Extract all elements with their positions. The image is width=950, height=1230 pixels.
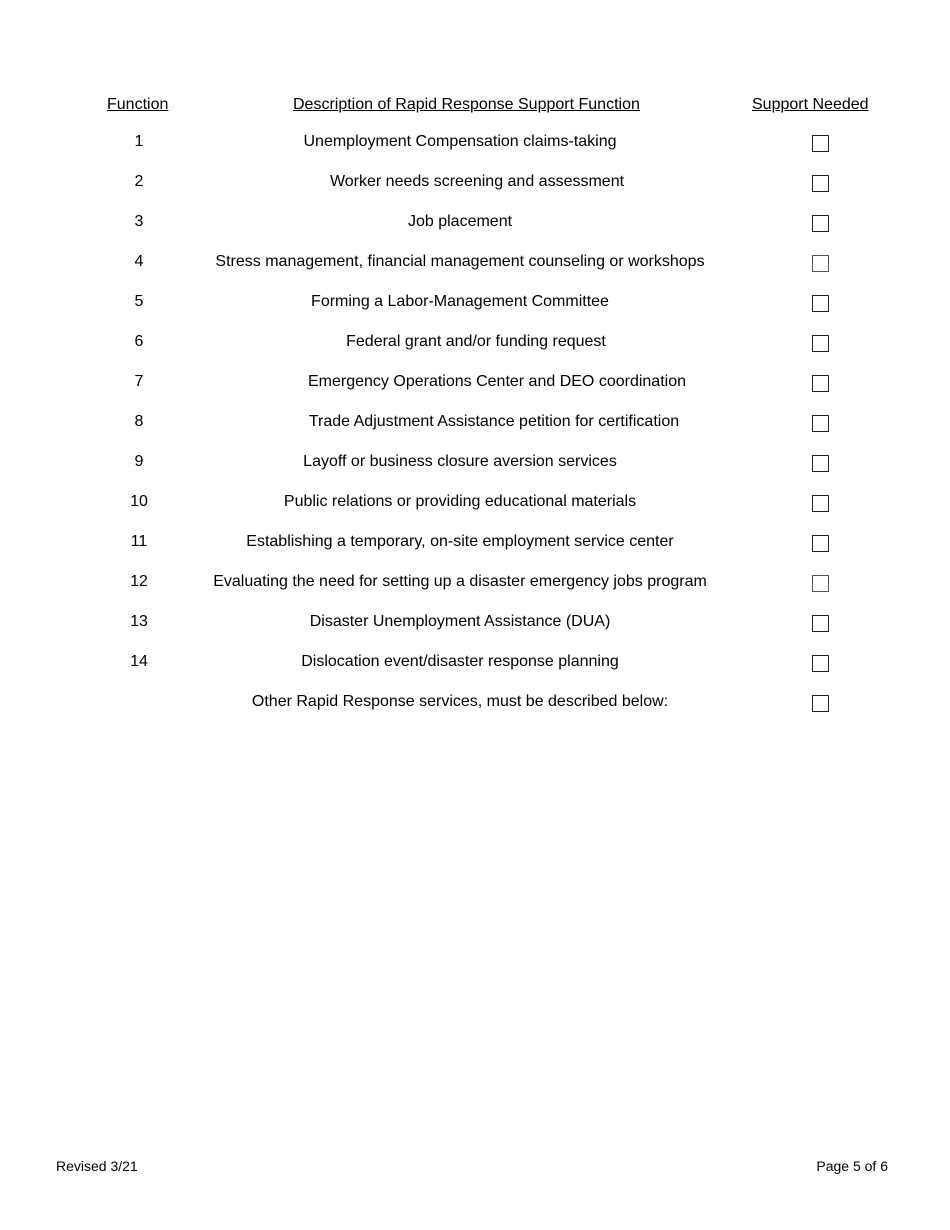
column-header-function: Function [107,96,169,113]
function-description: Stress management, financial management counseling or workshops [215,253,705,270]
column-header-support-needed: Support Needed [752,96,869,113]
function-row-7 [0,373,950,413]
function-number: 11 [130,533,148,550]
function-number: 1 [134,133,144,150]
footer-page-number: Page 5 of 6 [816,1158,888,1174]
function-row-14 [0,653,950,693]
function-description: Public relations or providing educational materials [283,493,637,510]
function-number: 12 [130,573,148,590]
function-description: Establishing a temporary, on-site employment service center [246,533,674,550]
function-row-other [0,693,950,733]
support-needed-checkbox[interactable] [812,615,829,632]
function-number: 6 [134,333,144,350]
support-needed-checkbox[interactable] [812,655,829,672]
function-number: 8 [134,413,144,430]
function-description: Dislocation event/disaster response planning [301,653,619,670]
support-needed-checkbox[interactable] [812,295,829,312]
footer-revision-date: Revised 3/21 [56,1158,138,1174]
function-description: Disaster Unemployment Assistance (DUA) [309,613,611,630]
function-description: Forming a Labor-Management Committee [311,293,609,310]
function-number: 10 [130,493,148,510]
function-row-6 [0,333,950,373]
support-needed-checkbox[interactable] [812,575,829,592]
function-row-3 [0,213,950,253]
function-row-9 [0,453,950,493]
support-needed-checkbox[interactable] [812,415,829,432]
function-row-10 [0,493,950,533]
support-needed-checkbox[interactable] [812,215,829,232]
function-number: 2 [134,173,144,190]
function-description: Unemployment Compensation claims-taking [303,133,617,150]
function-description: Worker needs screening and assessment [329,173,625,190]
function-number: 13 [130,613,148,630]
support-needed-checkbox[interactable] [812,375,829,392]
function-row-13 [0,613,950,653]
function-number: 3 [134,213,144,230]
function-description: Trade Adjustment Assistance petition for certification [308,413,680,430]
function-number: 5 [134,293,144,310]
support-needed-checkbox[interactable] [812,695,829,712]
function-description: Job placement [407,213,513,230]
column-header-description: Description of Rapid Response Support Function [293,96,640,113]
function-row-8 [0,413,950,453]
function-description: Federal grant and/or funding request [346,333,606,350]
function-row-5 [0,293,950,333]
support-needed-checkbox[interactable] [812,495,829,512]
function-row-11 [0,533,950,573]
function-row-1 [0,133,950,173]
function-number: 7 [134,373,144,390]
function-description: Other Rapid Response services, must be described below: [251,693,669,710]
support-needed-checkbox[interactable] [812,455,829,472]
support-needed-checkbox[interactable] [812,175,829,192]
support-needed-checkbox[interactable] [812,335,829,352]
function-row-2 [0,173,950,213]
support-needed-checkbox[interactable] [812,535,829,552]
function-row-12 [0,573,950,613]
function-number: 4 [134,253,144,270]
support-needed-checkbox[interactable] [812,255,829,272]
function-description: Emergency Operations Center and DEO coordination [308,373,686,390]
function-description: Evaluating the need for setting up a disaster emergency jobs program [213,573,707,590]
function-number: 9 [134,453,144,470]
function-row-4 [0,253,950,293]
function-number: 14 [130,653,148,670]
function-description: Layoff or business closure aversion services [303,453,617,470]
support-needed-checkbox[interactable] [812,135,829,152]
